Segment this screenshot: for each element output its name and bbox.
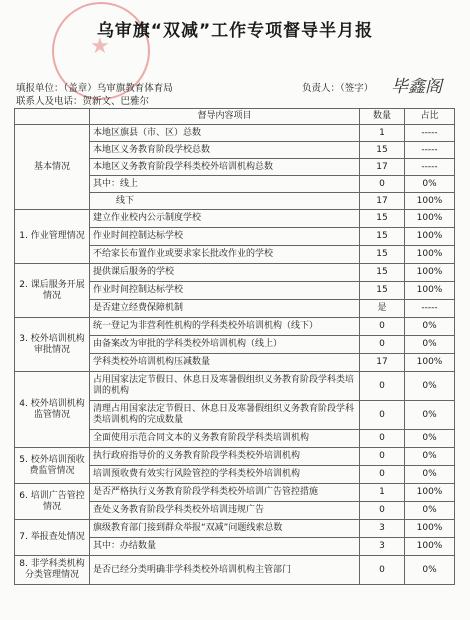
item-cell: 本地区义务教育阶段学科类校外培训机构总数 [90,159,360,176]
quantity-cell: 0 [360,430,405,448]
category-cell: 6. 培训广告管控情况 [15,484,90,520]
quantity-cell: 0 [360,176,405,193]
item-cell: 线下 [90,193,360,210]
table-row [15,125,455,142]
quantity-cell: 17 [360,354,405,372]
item-cell: 作业时间控制达标学校 [90,228,360,246]
item-cell: 占用国家法定节假日、休息日及寒暑假组织义务教育阶段学科类培训的机构 [90,372,360,401]
table-row [15,484,455,502]
percentage-cell: 100% [405,228,455,246]
percentage-cell: 100% [405,246,455,264]
percentage-cell: 0% [405,318,455,336]
table-row [15,318,455,336]
item-cell: 学科类校外培训机构压减数量 [90,354,360,372]
star-icon: ★ [90,34,110,59]
category-cell: 5. 校外培训预收费监管情况 [15,448,90,484]
percentage-cell: 0% [405,448,455,466]
item-cell: 查处义务教育阶段学科类校外培训违规广告 [90,502,360,520]
item-cell: 统一登记为非营利性机构的学科类校外培训机构（线下） [90,318,360,336]
percentage-cell: 100% [405,538,455,556]
quantity-cell: 1 [360,484,405,502]
quantity-cell: 15 [360,210,405,228]
percentage-cell: ----- [405,142,455,159]
table-body [15,125,455,585]
percentage-cell: 0% [405,502,455,520]
quantity-cell: 15 [360,264,405,282]
percentage-cell: 0% [405,430,455,448]
table-row [15,520,455,538]
item-cell: 全面使用示范合同文本的义务教育阶段学科类培训机构 [90,430,360,448]
quantity-cell: 15 [360,142,405,159]
percentage-cell: 100% [405,282,455,300]
handwritten-signature: 毕鑫阁 [391,77,442,97]
header-item: 督导内容项目 [90,109,360,125]
item-cell: 提供课后服务的学校 [90,264,360,282]
quantity-cell: 0 [360,448,405,466]
item-cell: 其中：线上 [90,176,360,193]
percentage-cell: ----- [405,159,455,176]
filing-unit: 填报单位：（盖章）乌审旗教育体育局 [16,83,173,94]
quantity-cell: 0 [360,502,405,520]
percentage-cell: 0% [405,176,455,193]
quantity-cell: 0 [360,466,405,484]
item-cell: 其中：办结数量 [90,538,360,556]
quantity-cell: 15 [360,282,405,300]
percentage-cell: 0% [405,372,455,401]
quantity-cell: 17 [360,159,405,176]
quantity-cell: 0 [360,401,405,430]
percentage-cell: ----- [405,300,455,318]
percentage-cell: 0% [405,336,455,354]
item-cell: 清理占用国家法定节假日、休息日及寒暑假组织义务教育阶段学科类培训机构的完成数量 [90,401,360,430]
table-row [15,264,455,282]
quantity-cell: 是 [360,300,405,318]
item-cell: 本地区义务教育阶段学校总数 [90,142,360,159]
category-cell: 基本情况 [15,125,90,210]
category-cell: 1. 作业管理情况 [15,210,90,264]
contact-info: 联系人及电话：贺新文、巴雅尔 [16,96,150,107]
quantity-cell: 1 [360,125,405,142]
item-cell: 执行政府指导价的义务教育阶段学科类校外培训机构 [90,448,360,466]
item-cell: 由备案改为审批的学科类校外培训机构（线上） [90,336,360,354]
item-cell: 旗级教育部门接到群众举报“双减”问题线索总数 [90,520,360,538]
quantity-cell: 0 [360,336,405,354]
table-row [15,210,455,228]
item-cell: 本地区旗县（市、区）总数 [90,125,360,142]
item-cell: 是否已经分类明确非学科类校外培训机构主管部门 [90,556,360,585]
quantity-cell: 17 [360,193,405,210]
quantity-cell: 3 [360,538,405,556]
category-cell: 8. 非学科类机构分类管理情况 [15,556,90,585]
supervision-table [14,108,455,585]
table-row [15,448,455,466]
percentage-cell: 100% [405,264,455,282]
category-cell: 2. 课后服务开展情况 [15,264,90,318]
percentage-cell: 0% [405,466,455,484]
category-cell: 4. 校外培训机构监管情况 [15,372,90,448]
item-cell: 作业时间控制达标学校 [90,282,360,300]
quantity-cell: 0 [360,372,405,401]
header-quantity: 数量 [360,109,405,125]
table-row [15,372,455,401]
item-cell: 建立作业校内公示制度学校 [90,210,360,228]
quantity-cell: 0 [360,556,405,585]
percentage-cell: 0% [405,401,455,430]
percentage-cell: 0% [405,556,455,585]
category-cell: 7. 举报查处情况 [15,520,90,556]
quantity-cell: 3 [360,520,405,538]
quantity-cell: 0 [360,318,405,336]
percentage-cell: ----- [405,125,455,142]
item-cell: 是否严格执行义务教育阶段学科类校外培训广告管控措施 [90,484,360,502]
quantity-cell: 15 [360,228,405,246]
header-blank [15,109,90,125]
item-cell: 是否建立经费保障机制 [90,300,360,318]
percentage-cell: 100% [405,210,455,228]
header-percentage: 占比 [405,109,455,125]
percentage-cell: 100% [405,520,455,538]
table-row [15,556,455,585]
percentage-cell: 100% [405,193,455,210]
item-cell: 培训预收费有效实行风险管控的学科类校外培训机构 [90,466,360,484]
responsible-person-label: 负责人：（签字） [302,83,374,94]
category-cell: 3. 校外培训机构审批情况 [15,318,90,372]
percentage-cell: 100% [405,484,455,502]
item-cell: 不给家长布置作业或要求家长批改作业的学校 [90,246,360,264]
page-title: 乌审旗“双减”工作专项督导半月报 [96,21,374,41]
quantity-cell: 15 [360,246,405,264]
percentage-cell: 100% [405,354,455,372]
